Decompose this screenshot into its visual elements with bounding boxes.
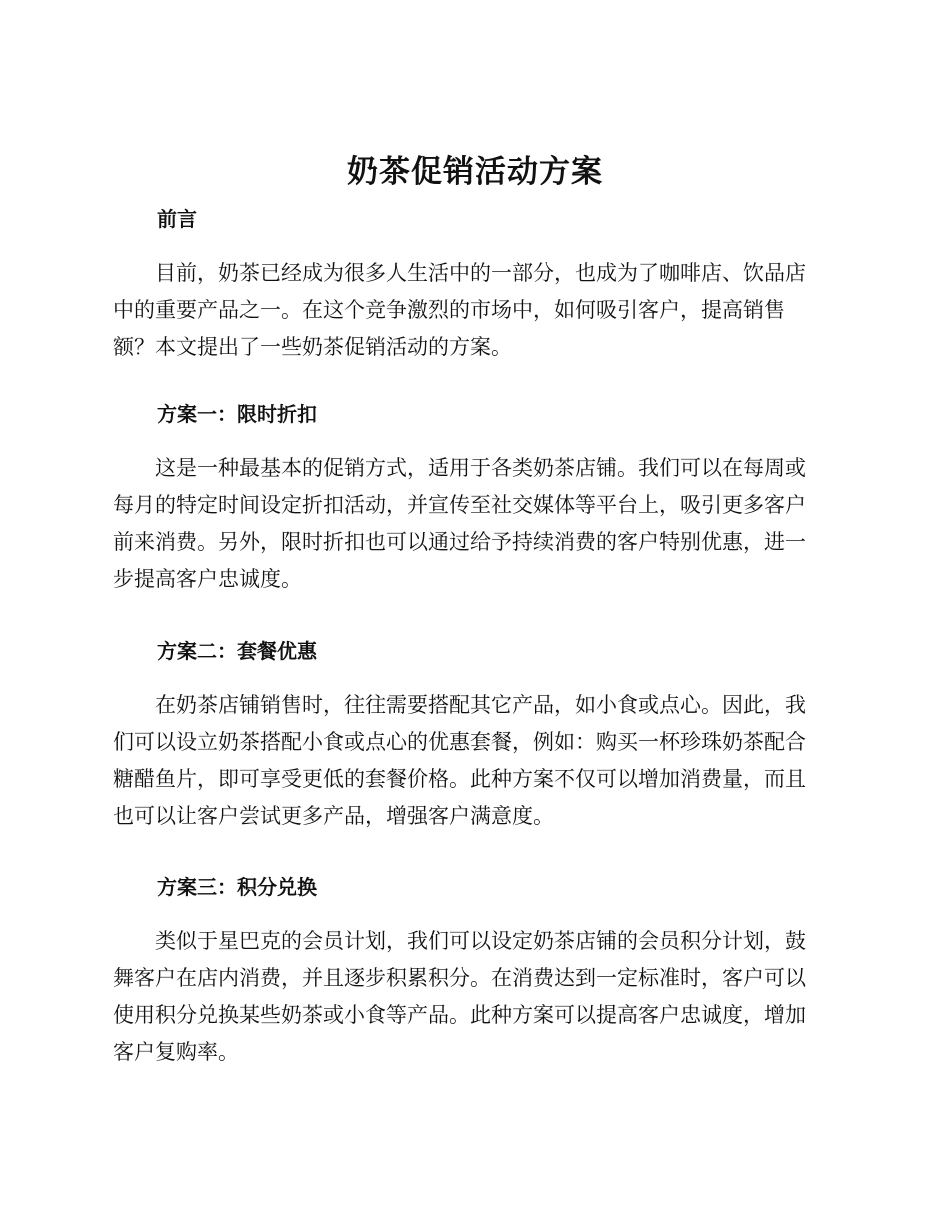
section-paragraph-preface: [113, 255, 831, 366]
paragraph-line: 目前，奶茶已经成为很多人生活中的一部分，也成为了咖啡店、饮品店: [155, 261, 806, 285]
paragraph-line: 这是一种最基本的促销方式，适用于各类奶茶店铺。我们可以在每周或: [155, 456, 806, 480]
paragraph-line: 每月的特定时间设定折扣活动，并宣传至社交媒体等平台上，吸引更多客户: [113, 493, 806, 517]
paragraph-line: 舞客户在店内消费，并且逐步积累积分。在消费达到一定标准时，客户可以: [113, 966, 806, 990]
section-paragraph-plan-3: [113, 923, 831, 1071]
section-paragraph-plan-2: [113, 687, 831, 835]
paragraph-line: 类似于星巴克的会员计划，我们可以设定奶茶店铺的会员积分计划，鼓: [155, 929, 806, 953]
paragraph-line: 们可以设立奶茶搭配小食或点心的优惠套餐，例如：购买一杯珍珠奶茶配合: [113, 730, 806, 754]
section-heading-plan-2: 方案二：套餐优惠: [157, 639, 317, 663]
section-heading-plan-3: 方案三：积分兑换: [157, 875, 317, 899]
paragraph-line: 使用积分兑换某些奶茶或小食等产品。此种方案可以提高客户忠诚度，增加: [113, 1003, 806, 1027]
paragraph-line: 也可以让客户尝试更多产品，增强客户满意度。: [113, 804, 554, 828]
section-paragraph-plan-1: [113, 450, 831, 598]
paragraph-line: 中的重要产品之一。在这个竞争激烈的市场中，如何吸引客户，提高销售: [113, 298, 785, 322]
paragraph-line: 额？本文提出了一些奶茶促销活动的方案。: [113, 335, 512, 359]
document-title: 奶茶促销活动方案: [347, 154, 603, 190]
paragraph-line: 前来消费。另外，限时折扣也可以通过给予持续消费的客户特别优惠，进一: [113, 530, 806, 554]
paragraph-line: 客户复购率。: [113, 1040, 239, 1064]
section-heading-plan-1: 方案一：限时折扣: [157, 402, 317, 426]
section-heading-preface: 前言: [157, 207, 197, 231]
paragraph-line: 在奶茶店铺销售时，往往需要搭配其它产品，如小食或点心。因此，我: [155, 693, 806, 717]
paragraph-line: 糖醋鱼片，即可享受更低的套餐价格。此种方案不仅可以增加消费量，而且: [113, 767, 806, 791]
paragraph-line: 步提高客户忠诚度。: [113, 567, 302, 591]
